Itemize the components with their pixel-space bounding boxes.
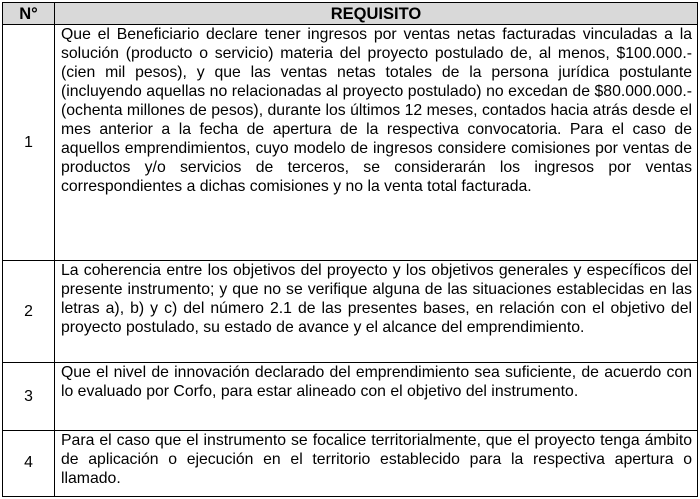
table-row [3, 25, 698, 261]
table-row [3, 430, 698, 496]
row-requirement-text: Que el nivel de innovación declarado del emprendimiento sea suficiente, de acuerdo con lo evaluado por Corfo, para estar alineado con el objetivo del instrumento. [55, 363, 698, 430]
row-number: 2 [3, 261, 55, 363]
header-row [3, 3, 698, 25]
table-row [3, 363, 698, 430]
row-number: 3 [3, 363, 55, 430]
row-number: 1 [3, 25, 55, 261]
requirements-table [2, 2, 698, 497]
row-requirement-text: Que el Beneficiario declare tener ingresos por ventas netas facturadas vinculadas a la solución (producto o servicio) materia del proyecto postulado de, al menos, $100.000.- (cien mil pesos), y que las ventas netas totales de la persona jurídica postulante (incluyendo aquellas no relacionadas al proyecto postulado) no excedan de $80.000.000.- (ochenta millones de pesos), durante los últimos 12 meses, contados hacia atrás desde el mes anterior a la fecha de apertura de la respectiva convocatoria. Para el caso de aquellos emprendimientos, cuyo modelo de ingresos considere comisiones por ventas de productos y/o servicios de terceros, se considerarán los ingresos por ventas correspondientes a dichas comisiones y no la venta total facturada. [55, 25, 698, 261]
row-requirement-text: La coherencia entre los objetivos del proyecto y los objetivos generales y específicos del presente instrumento; y que no se verifique alguna de las situaciones establecidas en las letras a), b) y c) del número 2.1 de las presentes bases, en relación con el objetivo del proyecto postulado, su estado de avance y el alcance del emprendimiento. [55, 261, 698, 363]
row-number: 4 [3, 430, 55, 496]
header-number: N° [3, 3, 55, 25]
row-requirement-text: Para el caso que el instrumento se focalice territorialmente, que el proyecto tenga ámbito de aplicación o ejecución en el territorio establecido para la respectiva apertura o llamado. [55, 430, 698, 496]
table-row [3, 261, 698, 363]
header-requirement: REQUISITO [55, 3, 698, 25]
